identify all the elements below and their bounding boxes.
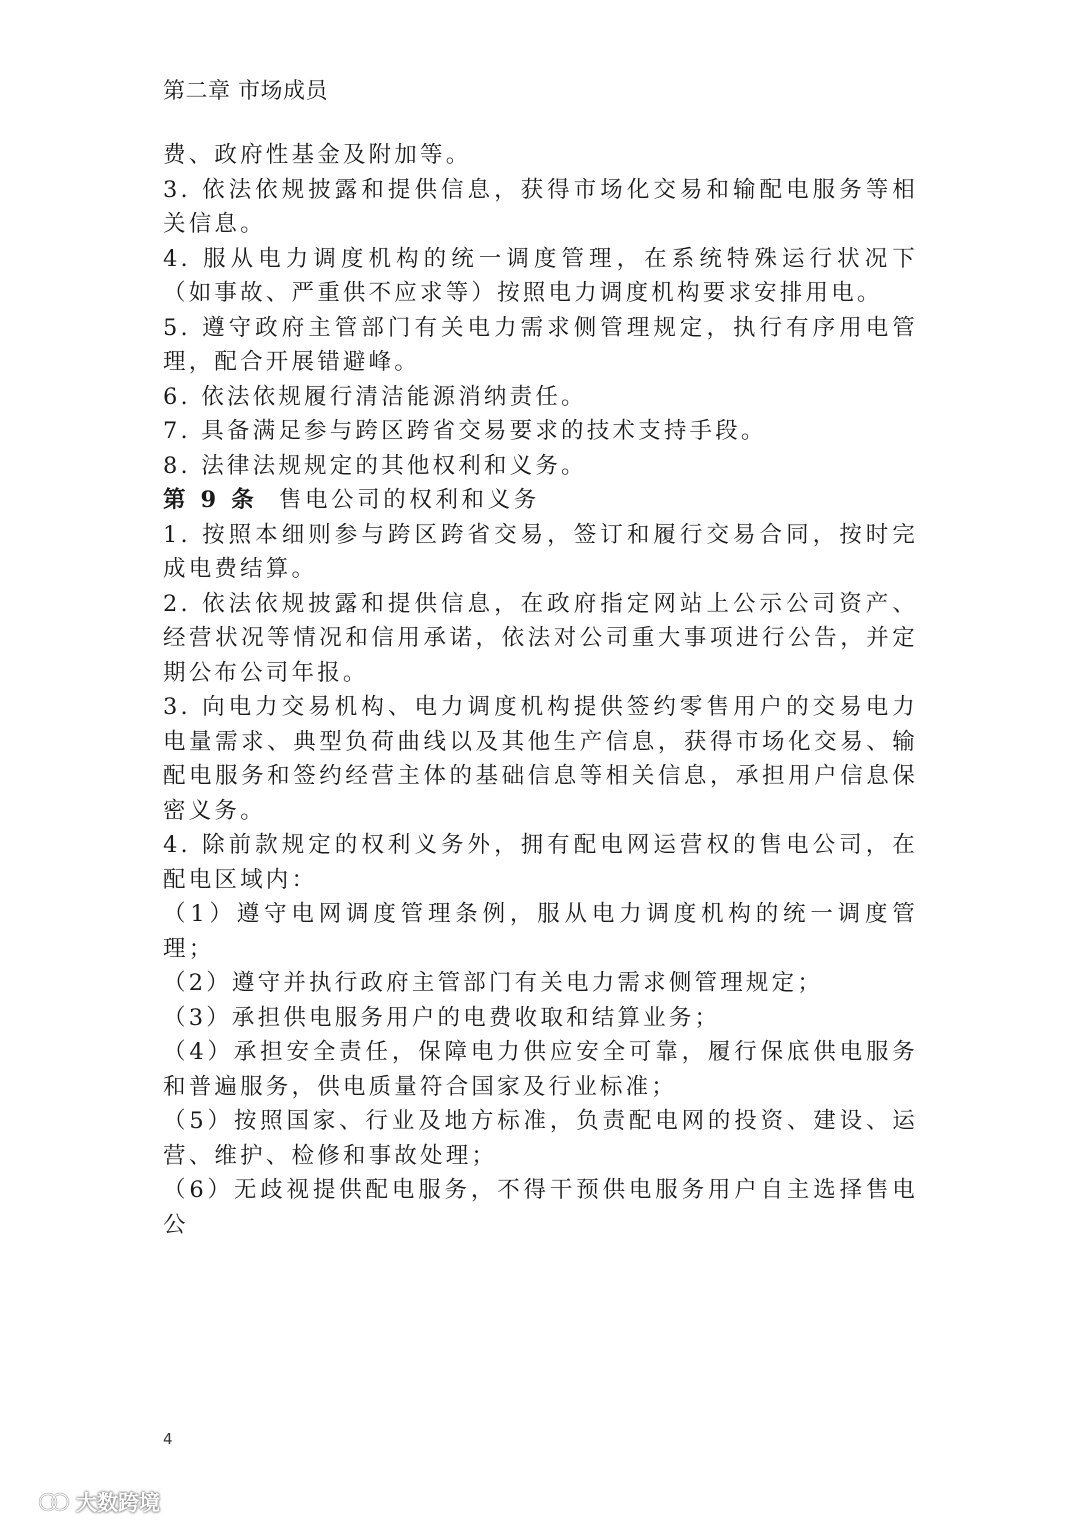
chapter-header: 第二章 市场成员 xyxy=(163,79,328,104)
paragraph: 4. 除前款规定的权利义务外，拥有配电网运营权的售电公司，在配电区域内： xyxy=(163,832,918,893)
paragraph: （1）遵守电网调度管理条例，服从电力调度机构的统一调度管理； xyxy=(163,901,918,962)
article-title: 售电公司的权利和义务 xyxy=(278,487,540,513)
watermark xyxy=(38,1487,160,1517)
paragraph: （3）承担供电服务用户的电费收取和结算业务； xyxy=(163,1004,721,1031)
brand-logo-icon xyxy=(38,1490,70,1514)
paragraph: （2）遵守并执行政府主管部门有关电力需求侧管理规定； xyxy=(163,970,824,996)
paragraph: （6）无歧视提供配电服务，不得干预供电服务用户自主选择售电公 xyxy=(163,1177,918,1238)
paragraph: 5. 遵守政府主管部门有关电力需求侧管理规定，执行有序用电管理，配合开展错避峰。 xyxy=(163,314,918,375)
document-body xyxy=(163,138,918,1242)
watermark-text: 大数跨境 xyxy=(76,1491,160,1515)
page-number: 4 xyxy=(163,1430,173,1448)
paragraph: 费、政府性基金及附加等。 xyxy=(163,142,472,168)
paragraph: 6. 依法依规履行清洁能源消纳责任。 xyxy=(163,383,587,410)
article-number: 第 9 条 xyxy=(163,487,258,513)
paragraph: 1. 按照本细则参与跨区跨省交易，签订和履行交易合同，按时完成电费结算。 xyxy=(163,521,918,582)
paragraph: 7. 具备满足参与跨区跨省交易要求的技术支持手段。 xyxy=(163,418,767,444)
paragraph: 8. 法律法规规定的其他权利和义务。 xyxy=(163,452,587,479)
paragraph: 4. 服从电力调度机构的统一调度管理，在系统特殊运行状况下（如事故、严重供不应求等）按照电力调度机构要求安排用电。 xyxy=(163,245,918,306)
paragraph: （5）按照国家、行业及地方标准，负责配电网的投资、建设、运营、维护、检修和事故处理； xyxy=(163,1108,918,1169)
paragraph: （4）承担安全责任，保障电力供应安全可靠，履行保底供电服务和普遍服务，供电质量符合国家及行业标准； xyxy=(163,1039,918,1100)
paragraph: 3. 向电力交易机构、电力调度机构提供签约零售用户的交易电力电量需求、典型负荷曲线以及其他生产信息，获得市场化交易、输配电服务和签约经营主体的基础信息等相关信息，承担用户信息保密义务。 xyxy=(163,694,918,824)
article-heading xyxy=(163,483,918,518)
paragraph: 3. 依法依规披露和提供信息，获得市场化交易和输配电服务等相关信息。 xyxy=(163,176,918,237)
paragraph: 2. 依法依规披露和提供信息，在政府指定网站上公示公司资产、经营状况等情况和信用承诺，依法对公司重大事项进行公告，并定期公布公司年报。 xyxy=(163,590,918,686)
